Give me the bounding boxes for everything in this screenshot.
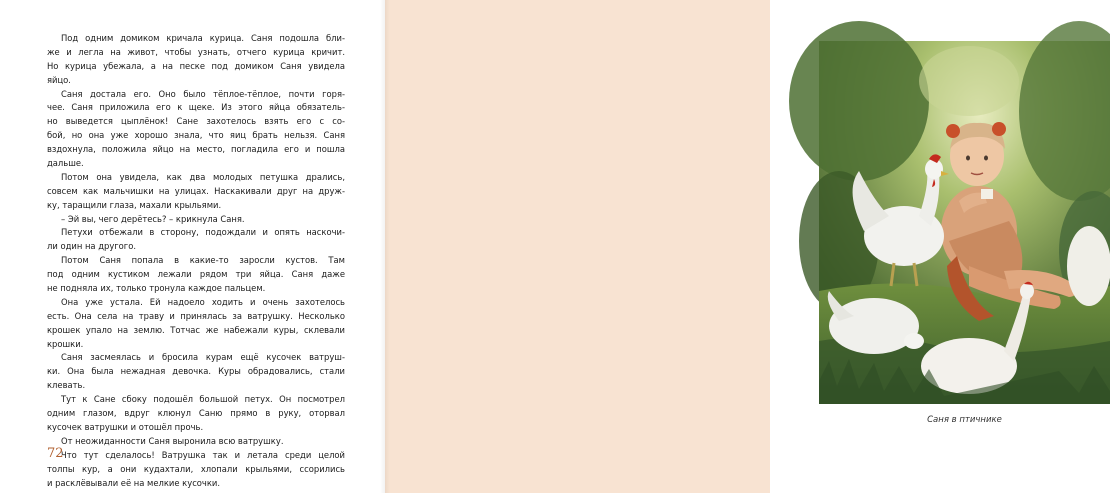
hen-right — [1067, 226, 1110, 306]
text-line: же и легла на живот, чтобы узнать, отчего курица кричит. — [47, 46, 345, 57]
text-line: и расклёвывали её на мелкие кусочки. — [47, 477, 221, 488]
text-line: под одним кустиком лежали рядом три яйца. Саня даже — [47, 269, 345, 280]
text-line: совсем как мальчишки на улицах. Наскакивали друг на друж- — [47, 185, 345, 196]
text-line: От неожиданности Саня выронила всю ватрушку. — [61, 435, 284, 446]
text-line: крошек упало на землю. Тотчас же набежали куры, склевали — [47, 324, 345, 335]
text-line: Что тут сделалось! Ватрушка так и летала среди целой — [61, 449, 345, 460]
illustration-painting — [819, 41, 1110, 404]
text-line: бой, но она уже хорошо знала, что яиц брать нельзя. Саня — [47, 130, 345, 141]
text-line: яйцо. — [47, 74, 71, 85]
text-line: одним глазом, вдруг клюнул Саню прямо в руку, оторвал — [47, 408, 345, 419]
text-line: клевать. — [47, 380, 86, 391]
left-page — [0, 0, 385, 493]
story-text — [47, 32, 345, 490]
text-line: Саня достала его. Оно было тёплое-тёплое, почти горя- — [61, 88, 345, 99]
text-line: Она уже устала. Ей надоело ходить и очень захотелось — [61, 296, 345, 307]
text-line: есть. Она села на траву и принялась за ватрушку. Несколько — [47, 310, 345, 321]
text-line: Потом она увидела, как два молодых петушка дрались, — [61, 171, 345, 182]
text-line: Потом Саня попала в какие-то заросли кустов. Там — [61, 255, 345, 266]
text-line: Петухи отбежали в сторону, подождали и опять наскочи- — [61, 227, 345, 238]
text-line: Под одним домиком кричала курица. Саня подошла бли- — [61, 33, 345, 43]
text-line: Тут к Сане сбоку подошёл большой петух. Он посмотрел — [61, 394, 345, 405]
text-line: Но курица убежала, а на песке под домиком Саня увидела — [47, 60, 345, 71]
text-line: Саня засмеялась и бросила курам ещё кусочек ватруш- — [61, 352, 345, 363]
text-line: – Эй вы, чего дерётесь? – крикнула Саня. — [61, 213, 245, 224]
illustration-caption: Саня в птичнике — [927, 415, 1002, 425]
illustration-girl-with-chickens — [819, 41, 1110, 404]
text-line: вздохнула, положила яйцо на место, погладила его и пошла — [47, 144, 345, 155]
text-line: кусочек ватрушки и отошёл прочь. — [47, 421, 204, 432]
text-line: толпы кур, а они кудахтали, хлопали крыльями, ссорились — [47, 463, 345, 474]
text-line: не подняла их, только тронула каждое пальцем. — [47, 283, 266, 294]
text-line: ли один на другого. — [47, 241, 136, 252]
text-line: ку, таращили глаза, махали крыльями. — [47, 199, 222, 210]
text-line: дальше. — [47, 158, 84, 169]
text-line: но выведется цыплёнок! Сане захотелось взять его с со- — [47, 116, 345, 127]
page-number: 72 — [47, 446, 64, 461]
text-line: чее. Саня приложила его к щеке. Из этого яйца обязатель- — [47, 102, 345, 113]
text-line: ки. Она была нежадная девочка. Куры обрадовались, стали — [47, 366, 345, 377]
right-page — [385, 0, 1002, 493]
text-line: крошки. — [47, 338, 84, 349]
